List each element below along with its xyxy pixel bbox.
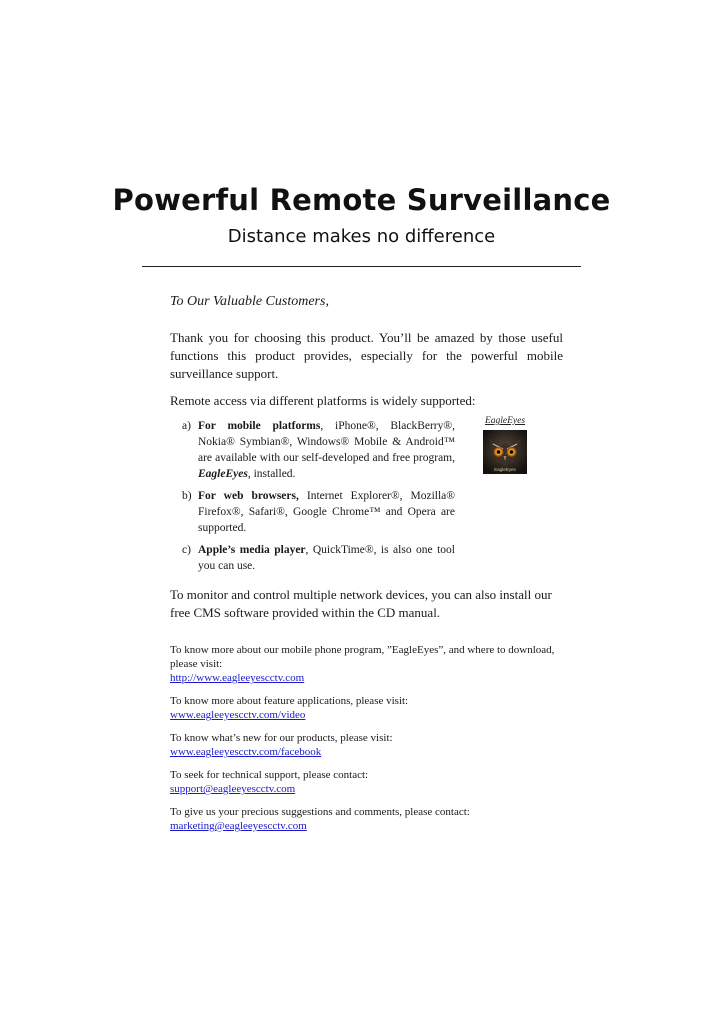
eagleeyes-thumbnail: [482, 416, 528, 474]
list-marker: b): [182, 490, 192, 502]
contact-links: [170, 643, 570, 842]
thumbnail-caption: EagleEyes: [484, 416, 526, 426]
website-link[interactable]: http://www.eagleeyescctv.com: [170, 672, 305, 684]
platform-list: [170, 418, 563, 574]
item-text: Internet Explorer®, Mozilla® Firefox®, Safari®, Google Chrome™ and Opera are supported.: [198, 490, 455, 534]
marketing-email-link[interactable]: marketing@eagleeyescctv.com: [170, 820, 307, 832]
item-text: , iPhone®, BlackBerry®, Nokia® Symbian®, Windows® Mobile & Android™ are available with our self-developed and free program,: [198, 420, 455, 464]
info-block: [170, 731, 570, 759]
item-text: , QuickTime®, is also one tool you can use.: [198, 544, 455, 572]
greeting: To Our Valuable Customers,: [170, 294, 329, 309]
video-link[interactable]: www.eagleeyescctv.com/video: [170, 709, 306, 721]
title-divider: [142, 266, 581, 267]
facebook-link[interactable]: www.eagleeyescctv.com/facebook: [170, 746, 322, 758]
platforms-intro: Remote access via different platforms is widely supported:: [170, 393, 476, 408]
info-block: [170, 768, 570, 796]
info-block: [170, 694, 570, 722]
info-text: To seek for technical support, please contact:: [170, 769, 369, 781]
list-item-quicktime: [170, 542, 455, 574]
list-item-browsers: [170, 488, 455, 536]
item-heading: For web browsers,: [198, 490, 299, 502]
list-marker: a): [182, 420, 191, 432]
intro-paragraph: Thank you for choosing this product. You’ll be amazed by those useful functions this product provides, especially for the powerful mobile surveillance support.: [170, 330, 563, 381]
list-marker: c): [182, 544, 191, 556]
program-name: EagleEyes: [198, 468, 248, 480]
info-text: To know more about feature applications, please visit:: [170, 695, 409, 707]
list-item-mobile: [170, 418, 455, 482]
item-heading: Apple’s media player: [198, 544, 306, 556]
info-text: To know more about our mobile phone program, ”EagleEyes”, and where to download, please visit:: [170, 644, 555, 670]
item-heading: For mobile platforms: [198, 420, 321, 432]
info-block: [170, 805, 570, 833]
letter-body: [170, 294, 563, 635]
owl-app-icon: [483, 430, 527, 474]
icon-label: EagleEyes: [494, 467, 516, 472]
support-email-link[interactable]: support@eagleeyescctv.com: [170, 783, 296, 795]
cms-paragraph: To monitor and control multiple network devices, you can also install our free CMS software provided within the CD manual.: [170, 587, 552, 620]
item-text-end: , installed.: [247, 468, 296, 480]
page-title: Powerful Remote Surveillance: [112, 183, 611, 217]
info-block: [170, 643, 570, 685]
info-text: To give us your precious suggestions and comments, please contact:: [170, 806, 470, 818]
info-text: To know what’s new for our products, please visit:: [170, 732, 393, 744]
page-subtitle: Distance makes no difference: [227, 226, 496, 247]
